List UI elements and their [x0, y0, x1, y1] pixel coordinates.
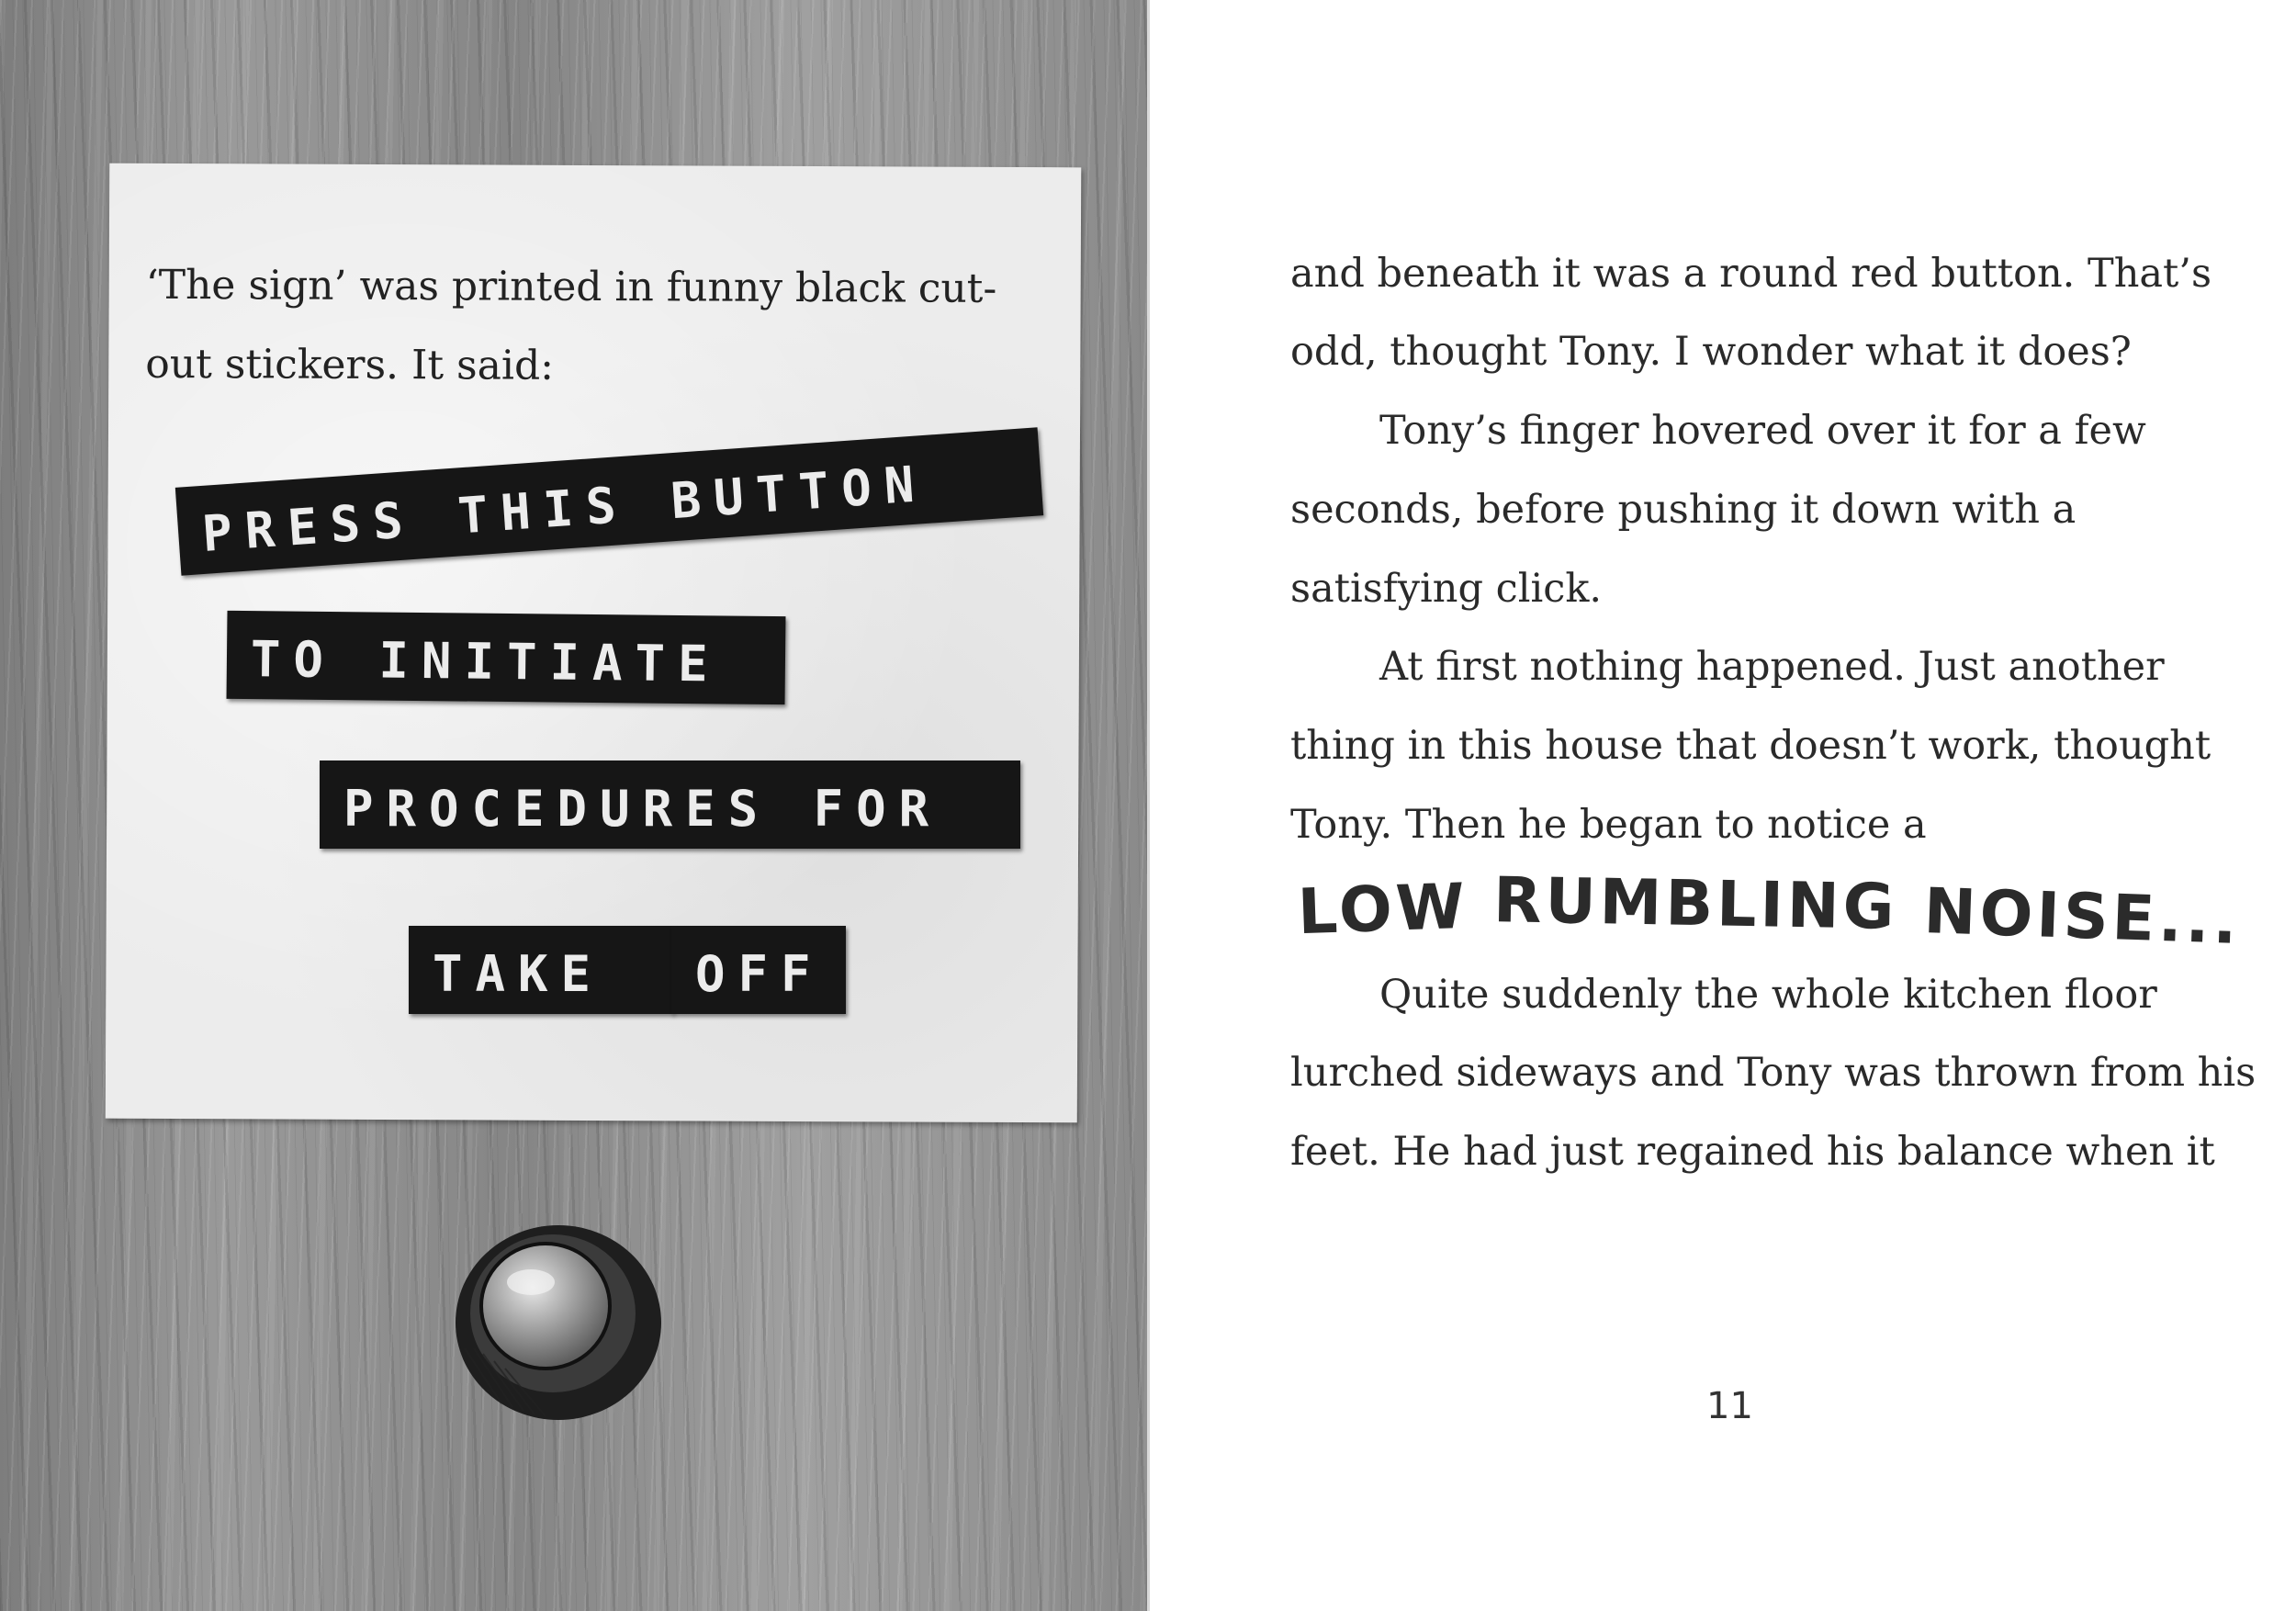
page-gutter: [1147, 0, 1150, 1611]
text-line: seconds, before pushing it down with a: [1290, 487, 2077, 533]
text-line: lurched sideways and Tony was thrown from his: [1290, 1050, 2257, 1096]
text-line: thing in this house that doesn’t work, thought: [1290, 723, 2212, 769]
text-line: feet. He had just regained his balance when it: [1290, 1129, 2215, 1175]
text-line: satisfying click.: [1290, 566, 1603, 612]
low-rumbling-noise-heading: [1296, 864, 2242, 959]
text-line: odd, thought Tony. I wonder what it does?: [1290, 329, 2132, 375]
text-line: At first nothing happened. Just another: [1379, 644, 2165, 690]
noise-word-rumbling: RUMBLING: [1492, 864, 1899, 944]
noise-word-low: LOW: [1296, 870, 1470, 950]
text-line: Tony’s finger hovered over it for a few: [1379, 408, 2146, 454]
sticker-off: OFF: [671, 926, 846, 1014]
sticker-procedures-for: PROCEDURES FOR: [320, 760, 1020, 849]
sticker-press-this-button: PRESS THIS BUTTON: [175, 427, 1043, 575]
sign-intro-text: ‘The sign’ was printed in funny black cut-out stickers. It said:: [145, 261, 997, 389]
page-number: 11: [1706, 1385, 1753, 1427]
text-line: Quite suddenly the whole kitchen floor: [1379, 972, 2157, 1018]
round-button-illustration: [446, 1211, 663, 1424]
text-line: Tony. Then he began to notice a: [1290, 802, 1927, 848]
sticker-take: TAKE: [409, 926, 673, 1014]
noise-word-noise: NOISE...: [1921, 874, 2242, 959]
sticker-to-initiate: TO INITIATE: [227, 611, 786, 704]
left-page-illustration: [0, 0, 1147, 1611]
text-line: and beneath it was a round red button. That’s: [1290, 251, 2212, 297]
